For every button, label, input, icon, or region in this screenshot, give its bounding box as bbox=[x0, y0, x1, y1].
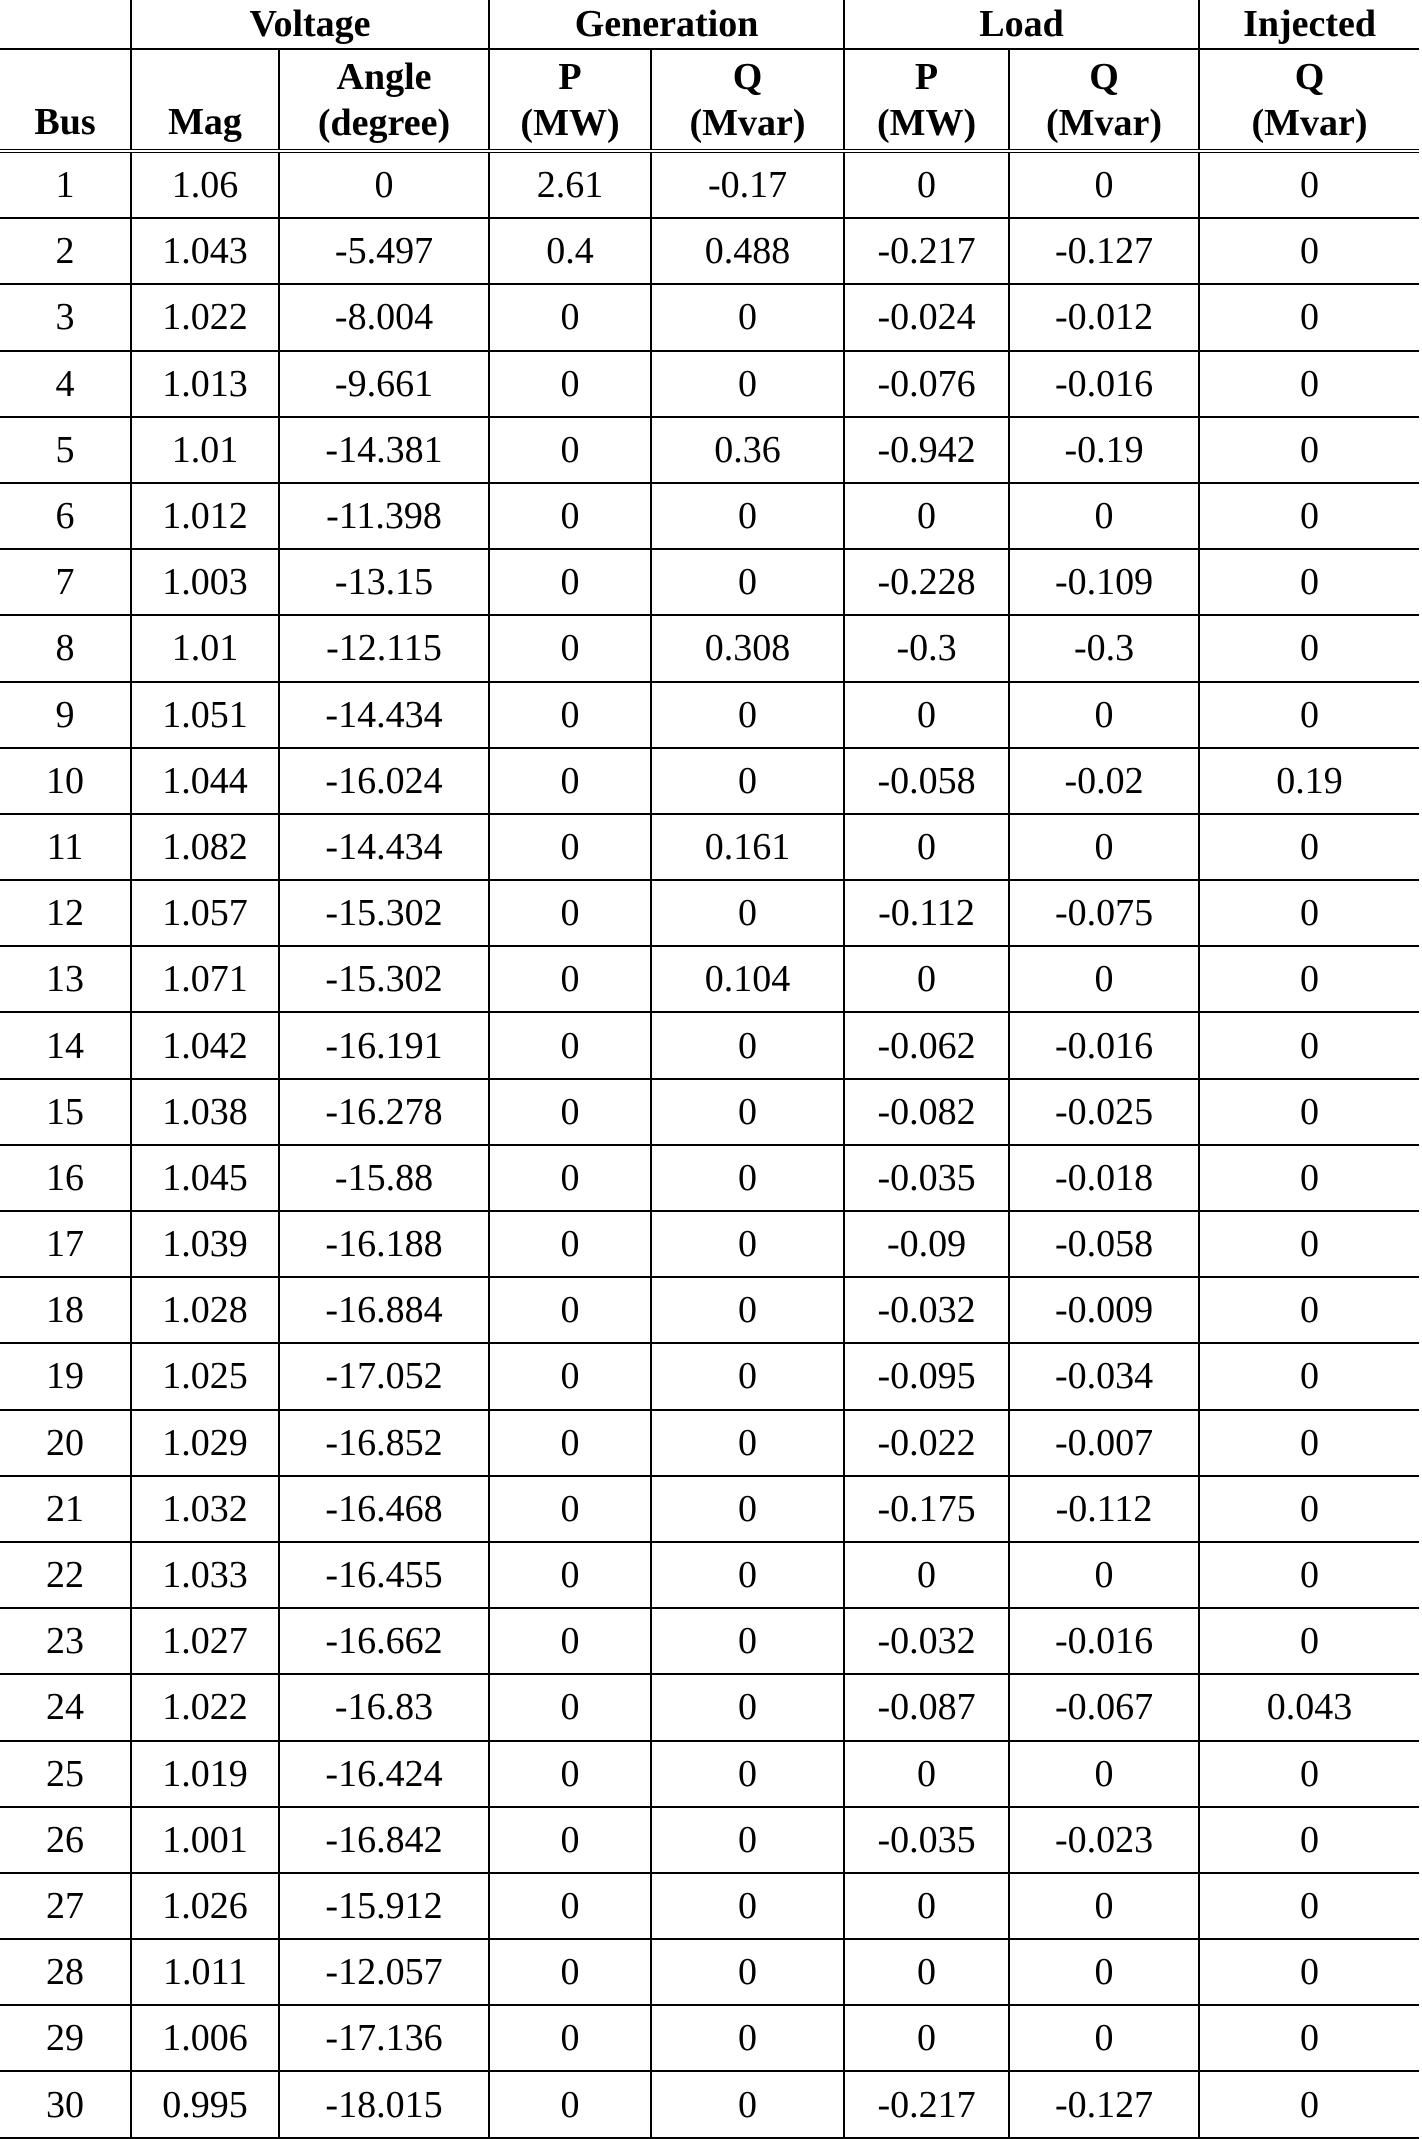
cell-load-q: -0.016 bbox=[1009, 1608, 1199, 1674]
table-row bbox=[0, 549, 1419, 615]
cell-voltage-mag: 1.043 bbox=[131, 218, 279, 284]
cell-generation-p: 0 bbox=[489, 2071, 651, 2137]
cell-load-p: -0.022 bbox=[844, 1410, 1009, 1476]
cell-generation-q: 0 bbox=[651, 1741, 844, 1807]
cell-injected-q: 0 bbox=[1199, 2005, 1419, 2071]
cell-load-p: 0 bbox=[844, 682, 1009, 748]
cell-bus: 13 bbox=[0, 946, 131, 1012]
table-row bbox=[0, 1476, 1419, 1542]
table-row bbox=[0, 284, 1419, 350]
cell-generation-p: 0 bbox=[489, 1410, 651, 1476]
cell-generation-q: 0.104 bbox=[651, 946, 844, 1012]
cell-generation-q: 0 bbox=[651, 1476, 844, 1542]
cell-load-q: -0.023 bbox=[1009, 1807, 1199, 1873]
cell-voltage-angle: -16.842 bbox=[279, 1807, 489, 1873]
cell-load-q: -0.075 bbox=[1009, 880, 1199, 946]
cell-voltage-mag: 1.026 bbox=[131, 1873, 279, 1939]
cell-load-q: -0.016 bbox=[1009, 351, 1199, 417]
cell-injected-q: 0 bbox=[1199, 880, 1419, 946]
cell-load-p: -0.942 bbox=[844, 417, 1009, 483]
cell-voltage-mag: 1.028 bbox=[131, 1277, 279, 1343]
cell-generation-q: 0 bbox=[651, 1410, 844, 1476]
cell-generation-q: 0 bbox=[651, 1343, 844, 1409]
cell-injected-q: 0 bbox=[1199, 218, 1419, 284]
cell-load-q: -0.016 bbox=[1009, 1012, 1199, 1078]
cell-load-p: 0 bbox=[844, 946, 1009, 1012]
cell-generation-q: 0 bbox=[651, 1542, 844, 1608]
cell-bus: 3 bbox=[0, 284, 131, 350]
cell-load-p: -0.217 bbox=[844, 218, 1009, 284]
cell-voltage-angle: -16.662 bbox=[279, 1608, 489, 1674]
cell-load-q: -0.025 bbox=[1009, 1079, 1199, 1145]
cell-bus: 4 bbox=[0, 351, 131, 417]
table-row bbox=[0, 748, 1419, 814]
cell-voltage-angle: -14.381 bbox=[279, 417, 489, 483]
cell-generation-p: 0 bbox=[489, 1277, 651, 1343]
cell-generation-q: 0.161 bbox=[651, 814, 844, 880]
table-row bbox=[0, 880, 1419, 946]
cell-bus: 26 bbox=[0, 1807, 131, 1873]
cell-voltage-mag: 1.001 bbox=[131, 1807, 279, 1873]
cell-generation-p: 0 bbox=[489, 748, 651, 814]
cell-voltage-angle: -16.468 bbox=[279, 1476, 489, 1542]
header-load-q: Q (Mvar) bbox=[1009, 49, 1199, 151]
cell-generation-q: 0.36 bbox=[651, 417, 844, 483]
cell-voltage-angle: -16.884 bbox=[279, 1277, 489, 1343]
cell-injected-q: 0 bbox=[1199, 2071, 1419, 2137]
cell-generation-p: 0 bbox=[489, 814, 651, 880]
cell-bus: 25 bbox=[0, 1741, 131, 1807]
cell-bus: 27 bbox=[0, 1873, 131, 1939]
cell-load-p: -0.058 bbox=[844, 748, 1009, 814]
header-group-voltage: Voltage bbox=[131, 0, 489, 49]
cell-bus: 14 bbox=[0, 1012, 131, 1078]
cell-bus: 2 bbox=[0, 218, 131, 284]
cell-generation-q: 0 bbox=[651, 1807, 844, 1873]
cell-voltage-mag: 1.057 bbox=[131, 880, 279, 946]
cell-bus: 7 bbox=[0, 549, 131, 615]
cell-load-p: -0.032 bbox=[844, 1277, 1009, 1343]
cell-injected-q: 0 bbox=[1199, 1476, 1419, 1542]
table-row bbox=[0, 417, 1419, 483]
cell-load-q: -0.3 bbox=[1009, 615, 1199, 681]
cell-voltage-mag: 0.995 bbox=[131, 2071, 279, 2137]
cell-load-p: 0 bbox=[844, 1542, 1009, 1608]
cell-voltage-angle: -13.15 bbox=[279, 549, 489, 615]
table-row bbox=[0, 2005, 1419, 2071]
table-row bbox=[0, 1608, 1419, 1674]
cell-load-p: 0 bbox=[844, 2005, 1009, 2071]
cell-generation-q: 0 bbox=[651, 284, 844, 350]
cell-injected-q: 0 bbox=[1199, 417, 1419, 483]
cell-load-p: -0.228 bbox=[844, 549, 1009, 615]
cell-generation-p: 0 bbox=[489, 1343, 651, 1409]
cell-generation-p: 0 bbox=[489, 946, 651, 1012]
cell-generation-p: 0 bbox=[489, 615, 651, 681]
cell-voltage-angle: -14.434 bbox=[279, 682, 489, 748]
cell-bus: 8 bbox=[0, 615, 131, 681]
cell-bus: 16 bbox=[0, 1145, 131, 1211]
cell-voltage-mag: 1.019 bbox=[131, 1741, 279, 1807]
cell-load-q: -0.018 bbox=[1009, 1145, 1199, 1211]
cell-injected-q: 0 bbox=[1199, 946, 1419, 1012]
cell-generation-q: -0.17 bbox=[651, 151, 844, 218]
cell-voltage-angle: -9.661 bbox=[279, 351, 489, 417]
cell-injected-q: 0.043 bbox=[1199, 1674, 1419, 1740]
cell-voltage-angle: -16.455 bbox=[279, 1542, 489, 1608]
cell-voltage-mag: 1.011 bbox=[131, 1939, 279, 2005]
cell-bus: 30 bbox=[0, 2071, 131, 2137]
cell-load-p: -0.032 bbox=[844, 1608, 1009, 1674]
cell-voltage-mag: 1.082 bbox=[131, 814, 279, 880]
cell-bus: 24 bbox=[0, 1674, 131, 1740]
cell-injected-q: 0 bbox=[1199, 1211, 1419, 1277]
cell-bus: 17 bbox=[0, 1211, 131, 1277]
cell-load-q: 0 bbox=[1009, 814, 1199, 880]
cell-load-q: -0.034 bbox=[1009, 1343, 1199, 1409]
header-generation-q: Q (Mvar) bbox=[651, 49, 844, 151]
cell-generation-q: 0 bbox=[651, 1608, 844, 1674]
cell-voltage-mag: 1.022 bbox=[131, 284, 279, 350]
cell-voltage-mag: 1.013 bbox=[131, 351, 279, 417]
cell-load-q: 0 bbox=[1009, 1741, 1199, 1807]
table-row bbox=[0, 151, 1419, 218]
cell-voltage-mag: 1.044 bbox=[131, 748, 279, 814]
cell-generation-p: 0 bbox=[489, 1542, 651, 1608]
header-load-p: P (MW) bbox=[844, 49, 1009, 151]
cell-generation-q: 0.308 bbox=[651, 615, 844, 681]
cell-generation-q: 0 bbox=[651, 1277, 844, 1343]
cell-bus: 19 bbox=[0, 1343, 131, 1409]
cell-injected-q: 0 bbox=[1199, 1079, 1419, 1145]
cell-injected-q: 0 bbox=[1199, 483, 1419, 549]
cell-generation-p: 0 bbox=[489, 1608, 651, 1674]
cell-generation-q: 0 bbox=[651, 880, 844, 946]
cell-load-p: -0.112 bbox=[844, 880, 1009, 946]
cell-generation-p: 2.61 bbox=[489, 151, 651, 218]
cell-load-q: -0.067 bbox=[1009, 1674, 1199, 1740]
cell-generation-q: 0 bbox=[651, 351, 844, 417]
cell-injected-q: 0 bbox=[1199, 1012, 1419, 1078]
cell-bus: 21 bbox=[0, 1476, 131, 1542]
cell-bus: 1 bbox=[0, 151, 131, 218]
cell-generation-q: 0 bbox=[651, 1211, 844, 1277]
header-voltage-angle: Angle (degree) bbox=[279, 49, 489, 151]
cell-load-q: 0 bbox=[1009, 483, 1199, 549]
cell-load-q: 0 bbox=[1009, 1939, 1199, 2005]
cell-injected-q: 0 bbox=[1199, 1873, 1419, 1939]
cell-load-q: 0 bbox=[1009, 1873, 1199, 1939]
cell-generation-p: 0 bbox=[489, 682, 651, 748]
cell-injected-q: 0.19 bbox=[1199, 748, 1419, 814]
table-row bbox=[0, 1343, 1419, 1409]
table-row bbox=[0, 1542, 1419, 1608]
header-voltage-mag: Mag bbox=[131, 49, 279, 151]
table-row bbox=[0, 946, 1419, 1012]
table-row bbox=[0, 1410, 1419, 1476]
cell-voltage-mag: 1.045 bbox=[131, 1145, 279, 1211]
cell-generation-q: 0 bbox=[651, 2005, 844, 2071]
cell-voltage-mag: 1.038 bbox=[131, 1079, 279, 1145]
cell-load-p: 0 bbox=[844, 814, 1009, 880]
cell-load-p: -0.095 bbox=[844, 1343, 1009, 1409]
cell-injected-q: 0 bbox=[1199, 1343, 1419, 1409]
cell-voltage-mag: 1.022 bbox=[131, 1674, 279, 1740]
cell-generation-p: 0 bbox=[489, 1476, 651, 1542]
cell-voltage-mag: 1.006 bbox=[131, 2005, 279, 2071]
table-row bbox=[0, 1807, 1419, 1873]
cell-generation-q: 0 bbox=[651, 483, 844, 549]
cell-voltage-angle: -11.398 bbox=[279, 483, 489, 549]
cell-voltage-mag: 1.042 bbox=[131, 1012, 279, 1078]
cell-generation-q: 0 bbox=[651, 1939, 844, 2005]
cell-load-q: -0.058 bbox=[1009, 1211, 1199, 1277]
cell-bus: 11 bbox=[0, 814, 131, 880]
cell-generation-p: 0 bbox=[489, 1145, 651, 1211]
cell-voltage-mag: 1.06 bbox=[131, 151, 279, 218]
cell-voltage-mag: 1.032 bbox=[131, 1476, 279, 1542]
cell-load-q: -0.007 bbox=[1009, 1410, 1199, 1476]
cell-bus: 5 bbox=[0, 417, 131, 483]
cell-voltage-angle: -15.88 bbox=[279, 1145, 489, 1211]
cell-bus: 18 bbox=[0, 1277, 131, 1343]
cell-generation-p: 0 bbox=[489, 1012, 651, 1078]
cell-generation-p: 0 bbox=[489, 1741, 651, 1807]
table-body bbox=[0, 151, 1419, 2138]
cell-generation-q: 0 bbox=[651, 748, 844, 814]
cell-voltage-mag: 1.025 bbox=[131, 1343, 279, 1409]
cell-voltage-mag: 1.027 bbox=[131, 1608, 279, 1674]
cell-injected-q: 0 bbox=[1199, 549, 1419, 615]
cell-injected-q: 0 bbox=[1199, 1741, 1419, 1807]
cell-load-q: 0 bbox=[1009, 1542, 1199, 1608]
cell-voltage-mag: 1.003 bbox=[131, 549, 279, 615]
table-row bbox=[0, 1939, 1419, 2005]
header-blank-cell bbox=[0, 0, 131, 49]
cell-voltage-angle: -16.424 bbox=[279, 1741, 489, 1807]
cell-generation-q: 0 bbox=[651, 2071, 844, 2137]
cell-load-p: -0.087 bbox=[844, 1674, 1009, 1740]
cell-voltage-angle: -15.912 bbox=[279, 1873, 489, 1939]
cell-voltage-angle: -18.015 bbox=[279, 2071, 489, 2137]
table-row bbox=[0, 1145, 1419, 1211]
cell-load-q: -0.02 bbox=[1009, 748, 1199, 814]
cell-generation-p: 0 bbox=[489, 417, 651, 483]
cell-voltage-angle: -12.057 bbox=[279, 1939, 489, 2005]
table-row bbox=[0, 1079, 1419, 1145]
cell-voltage-mag: 1.01 bbox=[131, 615, 279, 681]
cell-injected-q: 0 bbox=[1199, 814, 1419, 880]
cell-generation-p: 0 bbox=[489, 549, 651, 615]
header-bus: Bus bbox=[0, 49, 131, 151]
cell-generation-p: 0 bbox=[489, 1873, 651, 1939]
cell-generation-q: 0 bbox=[651, 549, 844, 615]
cell-injected-q: 0 bbox=[1199, 351, 1419, 417]
cell-injected-q: 0 bbox=[1199, 1939, 1419, 2005]
cell-generation-q: 0 bbox=[651, 1674, 844, 1740]
header-group-generation: Generation bbox=[489, 0, 844, 49]
cell-generation-q: 0 bbox=[651, 1145, 844, 1211]
cell-injected-q: 0 bbox=[1199, 1410, 1419, 1476]
cell-voltage-angle: -8.004 bbox=[279, 284, 489, 350]
cell-injected-q: 0 bbox=[1199, 1542, 1419, 1608]
cell-voltage-mag: 1.051 bbox=[131, 682, 279, 748]
cell-generation-q: 0 bbox=[651, 1079, 844, 1145]
cell-injected-q: 0 bbox=[1199, 1608, 1419, 1674]
cell-generation-p: 0 bbox=[489, 284, 651, 350]
table-row bbox=[0, 682, 1419, 748]
cell-load-q: 0 bbox=[1009, 946, 1199, 1012]
cell-generation-p: 0 bbox=[489, 1079, 651, 1145]
cell-load-p: -0.035 bbox=[844, 1807, 1009, 1873]
cell-voltage-angle: 0 bbox=[279, 151, 489, 218]
cell-generation-p: 0 bbox=[489, 351, 651, 417]
cell-bus: 20 bbox=[0, 1410, 131, 1476]
cell-voltage-angle: -17.052 bbox=[279, 1343, 489, 1409]
cell-bus: 15 bbox=[0, 1079, 131, 1145]
cell-generation-q: 0 bbox=[651, 1873, 844, 1939]
cell-injected-q: 0 bbox=[1199, 1277, 1419, 1343]
cell-generation-q: 0.488 bbox=[651, 218, 844, 284]
header-generation-p: P (MW) bbox=[489, 49, 651, 151]
cell-bus: 29 bbox=[0, 2005, 131, 2071]
cell-voltage-angle: -5.497 bbox=[279, 218, 489, 284]
cell-voltage-angle: -16.024 bbox=[279, 748, 489, 814]
cell-injected-q: 0 bbox=[1199, 1807, 1419, 1873]
header-column-row bbox=[0, 49, 1419, 151]
cell-generation-p: 0 bbox=[489, 1211, 651, 1277]
cell-load-q: -0.127 bbox=[1009, 218, 1199, 284]
cell-voltage-mag: 1.033 bbox=[131, 1542, 279, 1608]
cell-injected-q: 0 bbox=[1199, 1145, 1419, 1211]
cell-load-q: 0 bbox=[1009, 151, 1199, 218]
header-group-load: Load bbox=[844, 0, 1199, 49]
cell-load-q: -0.009 bbox=[1009, 1277, 1199, 1343]
table-row bbox=[0, 615, 1419, 681]
cell-load-p: -0.217 bbox=[844, 2071, 1009, 2137]
cell-bus: 28 bbox=[0, 1939, 131, 2005]
cell-load-p: 0 bbox=[844, 151, 1009, 218]
cell-generation-p: 0 bbox=[489, 880, 651, 946]
cell-voltage-mag: 1.01 bbox=[131, 417, 279, 483]
cell-voltage-mag: 1.071 bbox=[131, 946, 279, 1012]
cell-voltage-mag: 1.029 bbox=[131, 1410, 279, 1476]
table-row bbox=[0, 2071, 1419, 2137]
cell-voltage-angle: -15.302 bbox=[279, 880, 489, 946]
cell-bus: 23 bbox=[0, 1608, 131, 1674]
cell-voltage-mag: 1.012 bbox=[131, 483, 279, 549]
cell-injected-q: 0 bbox=[1199, 151, 1419, 218]
cell-load-q: 0 bbox=[1009, 2005, 1199, 2071]
cell-load-q: 0 bbox=[1009, 682, 1199, 748]
cell-injected-q: 0 bbox=[1199, 682, 1419, 748]
cell-bus: 12 bbox=[0, 880, 131, 946]
cell-voltage-angle: -15.302 bbox=[279, 946, 489, 1012]
cell-generation-q: 0 bbox=[651, 682, 844, 748]
cell-load-p: -0.082 bbox=[844, 1079, 1009, 1145]
cell-voltage-angle: -14.434 bbox=[279, 814, 489, 880]
cell-voltage-angle: -16.83 bbox=[279, 1674, 489, 1740]
table-row bbox=[0, 483, 1419, 549]
header-injected-q: Q (Mvar) bbox=[1199, 49, 1419, 151]
cell-load-p: 0 bbox=[844, 1741, 1009, 1807]
header-group-row bbox=[0, 0, 1419, 49]
cell-load-p: -0.3 bbox=[844, 615, 1009, 681]
cell-load-q: -0.112 bbox=[1009, 1476, 1199, 1542]
table-row bbox=[0, 1873, 1419, 1939]
cell-load-q: -0.109 bbox=[1009, 549, 1199, 615]
table-row bbox=[0, 1211, 1419, 1277]
table-row bbox=[0, 1674, 1419, 1740]
cell-load-p: 0 bbox=[844, 1873, 1009, 1939]
cell-voltage-angle: -12.115 bbox=[279, 615, 489, 681]
cell-load-q: -0.012 bbox=[1009, 284, 1199, 350]
cell-generation-p: 0 bbox=[489, 2005, 651, 2071]
cell-voltage-angle: -16.191 bbox=[279, 1012, 489, 1078]
cell-load-p: -0.076 bbox=[844, 351, 1009, 417]
cell-generation-p: 0 bbox=[489, 1674, 651, 1740]
cell-bus: 9 bbox=[0, 682, 131, 748]
header-group-injected: Injected bbox=[1199, 0, 1419, 49]
cell-generation-p: 0 bbox=[489, 483, 651, 549]
cell-load-q: -0.127 bbox=[1009, 2071, 1199, 2137]
table-row bbox=[0, 1012, 1419, 1078]
table-row bbox=[0, 218, 1419, 284]
cell-bus: 6 bbox=[0, 483, 131, 549]
cell-generation-p: 0 bbox=[489, 1807, 651, 1873]
cell-load-p: -0.062 bbox=[844, 1012, 1009, 1078]
cell-injected-q: 0 bbox=[1199, 284, 1419, 350]
table-row bbox=[0, 814, 1419, 880]
cell-bus: 22 bbox=[0, 1542, 131, 1608]
table-row bbox=[0, 1277, 1419, 1343]
cell-voltage-mag: 1.039 bbox=[131, 1211, 279, 1277]
cell-load-p: 0 bbox=[844, 483, 1009, 549]
cell-injected-q: 0 bbox=[1199, 615, 1419, 681]
cell-voltage-angle: -16.278 bbox=[279, 1079, 489, 1145]
table-row bbox=[0, 1741, 1419, 1807]
cell-load-p: -0.035 bbox=[844, 1145, 1009, 1211]
cell-generation-q: 0 bbox=[651, 1012, 844, 1078]
cell-load-q: -0.19 bbox=[1009, 417, 1199, 483]
cell-load-p: -0.024 bbox=[844, 284, 1009, 350]
table-row bbox=[0, 351, 1419, 417]
cell-bus: 10 bbox=[0, 748, 131, 814]
cell-voltage-angle: -16.852 bbox=[279, 1410, 489, 1476]
cell-load-p: -0.175 bbox=[844, 1476, 1009, 1542]
cell-generation-p: 0.4 bbox=[489, 218, 651, 284]
cell-load-p: 0 bbox=[844, 1939, 1009, 2005]
cell-load-p: -0.09 bbox=[844, 1211, 1009, 1277]
cell-voltage-angle: -17.136 bbox=[279, 2005, 489, 2071]
cell-voltage-angle: -16.188 bbox=[279, 1211, 489, 1277]
cell-generation-p: 0 bbox=[489, 1939, 651, 2005]
